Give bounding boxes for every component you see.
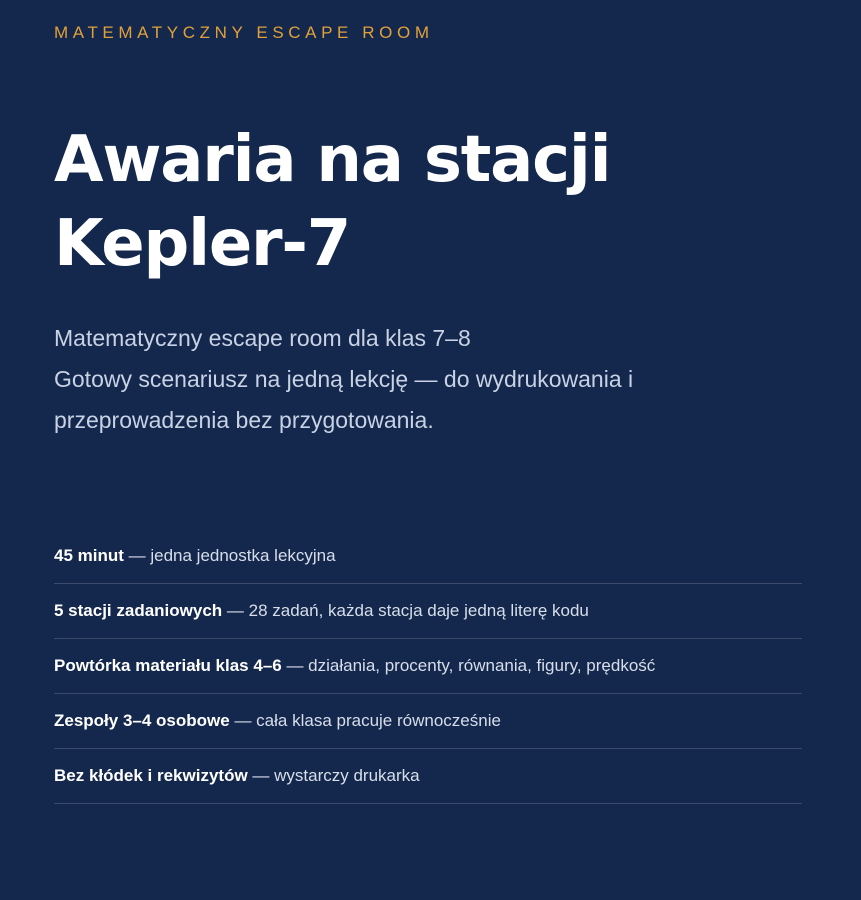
feature-item-duration: [54, 529, 802, 584]
feature-description: — cała klasa pracuje równocześnie: [229, 711, 501, 730]
eyebrow-label: MATEMATYCZNY ESCAPE ROOM: [54, 23, 434, 42]
feature-list: [54, 529, 802, 804]
feature-title: Bez kłódek i rekwizytów: [54, 766, 248, 785]
page-title-line-2: Kepler-7: [54, 207, 351, 281]
feature-description: — jedna jednostka lekcyjna: [123, 546, 336, 565]
feature-title: Powtórka materiału klas 4–6: [54, 656, 282, 675]
feature-description: — 28 zadań, każda stacja daje jedną literę kodu: [222, 601, 589, 620]
lead-line-2: Gotowy scenariusz na jedną lekcję — do wydrukowania i: [54, 366, 634, 392]
lead-line-3: przeprowadzenia bez przygotowania.: [54, 407, 434, 433]
feature-description: — działania, procenty, równania, figury, prędkość: [281, 656, 656, 675]
lead-paragraph: [54, 318, 754, 441]
feature-item-stations: [54, 584, 802, 639]
feature-title: 5 stacji zadaniowych: [54, 601, 223, 620]
feature-title: Zespoły 3–4 osobowe: [54, 711, 230, 730]
feature-item-teams: [54, 694, 802, 749]
feature-item-no-props: [54, 749, 802, 804]
page-title-line-1: Awaria na stacji: [54, 123, 611, 197]
feature-item-review: [54, 639, 802, 694]
feature-description: — wystarczy drukarka: [247, 766, 420, 785]
feature-title: 45 minut: [54, 546, 124, 565]
page-title: [54, 118, 754, 286]
lead-line-1: Matematyczny escape room dla klas 7–8: [54, 325, 471, 351]
